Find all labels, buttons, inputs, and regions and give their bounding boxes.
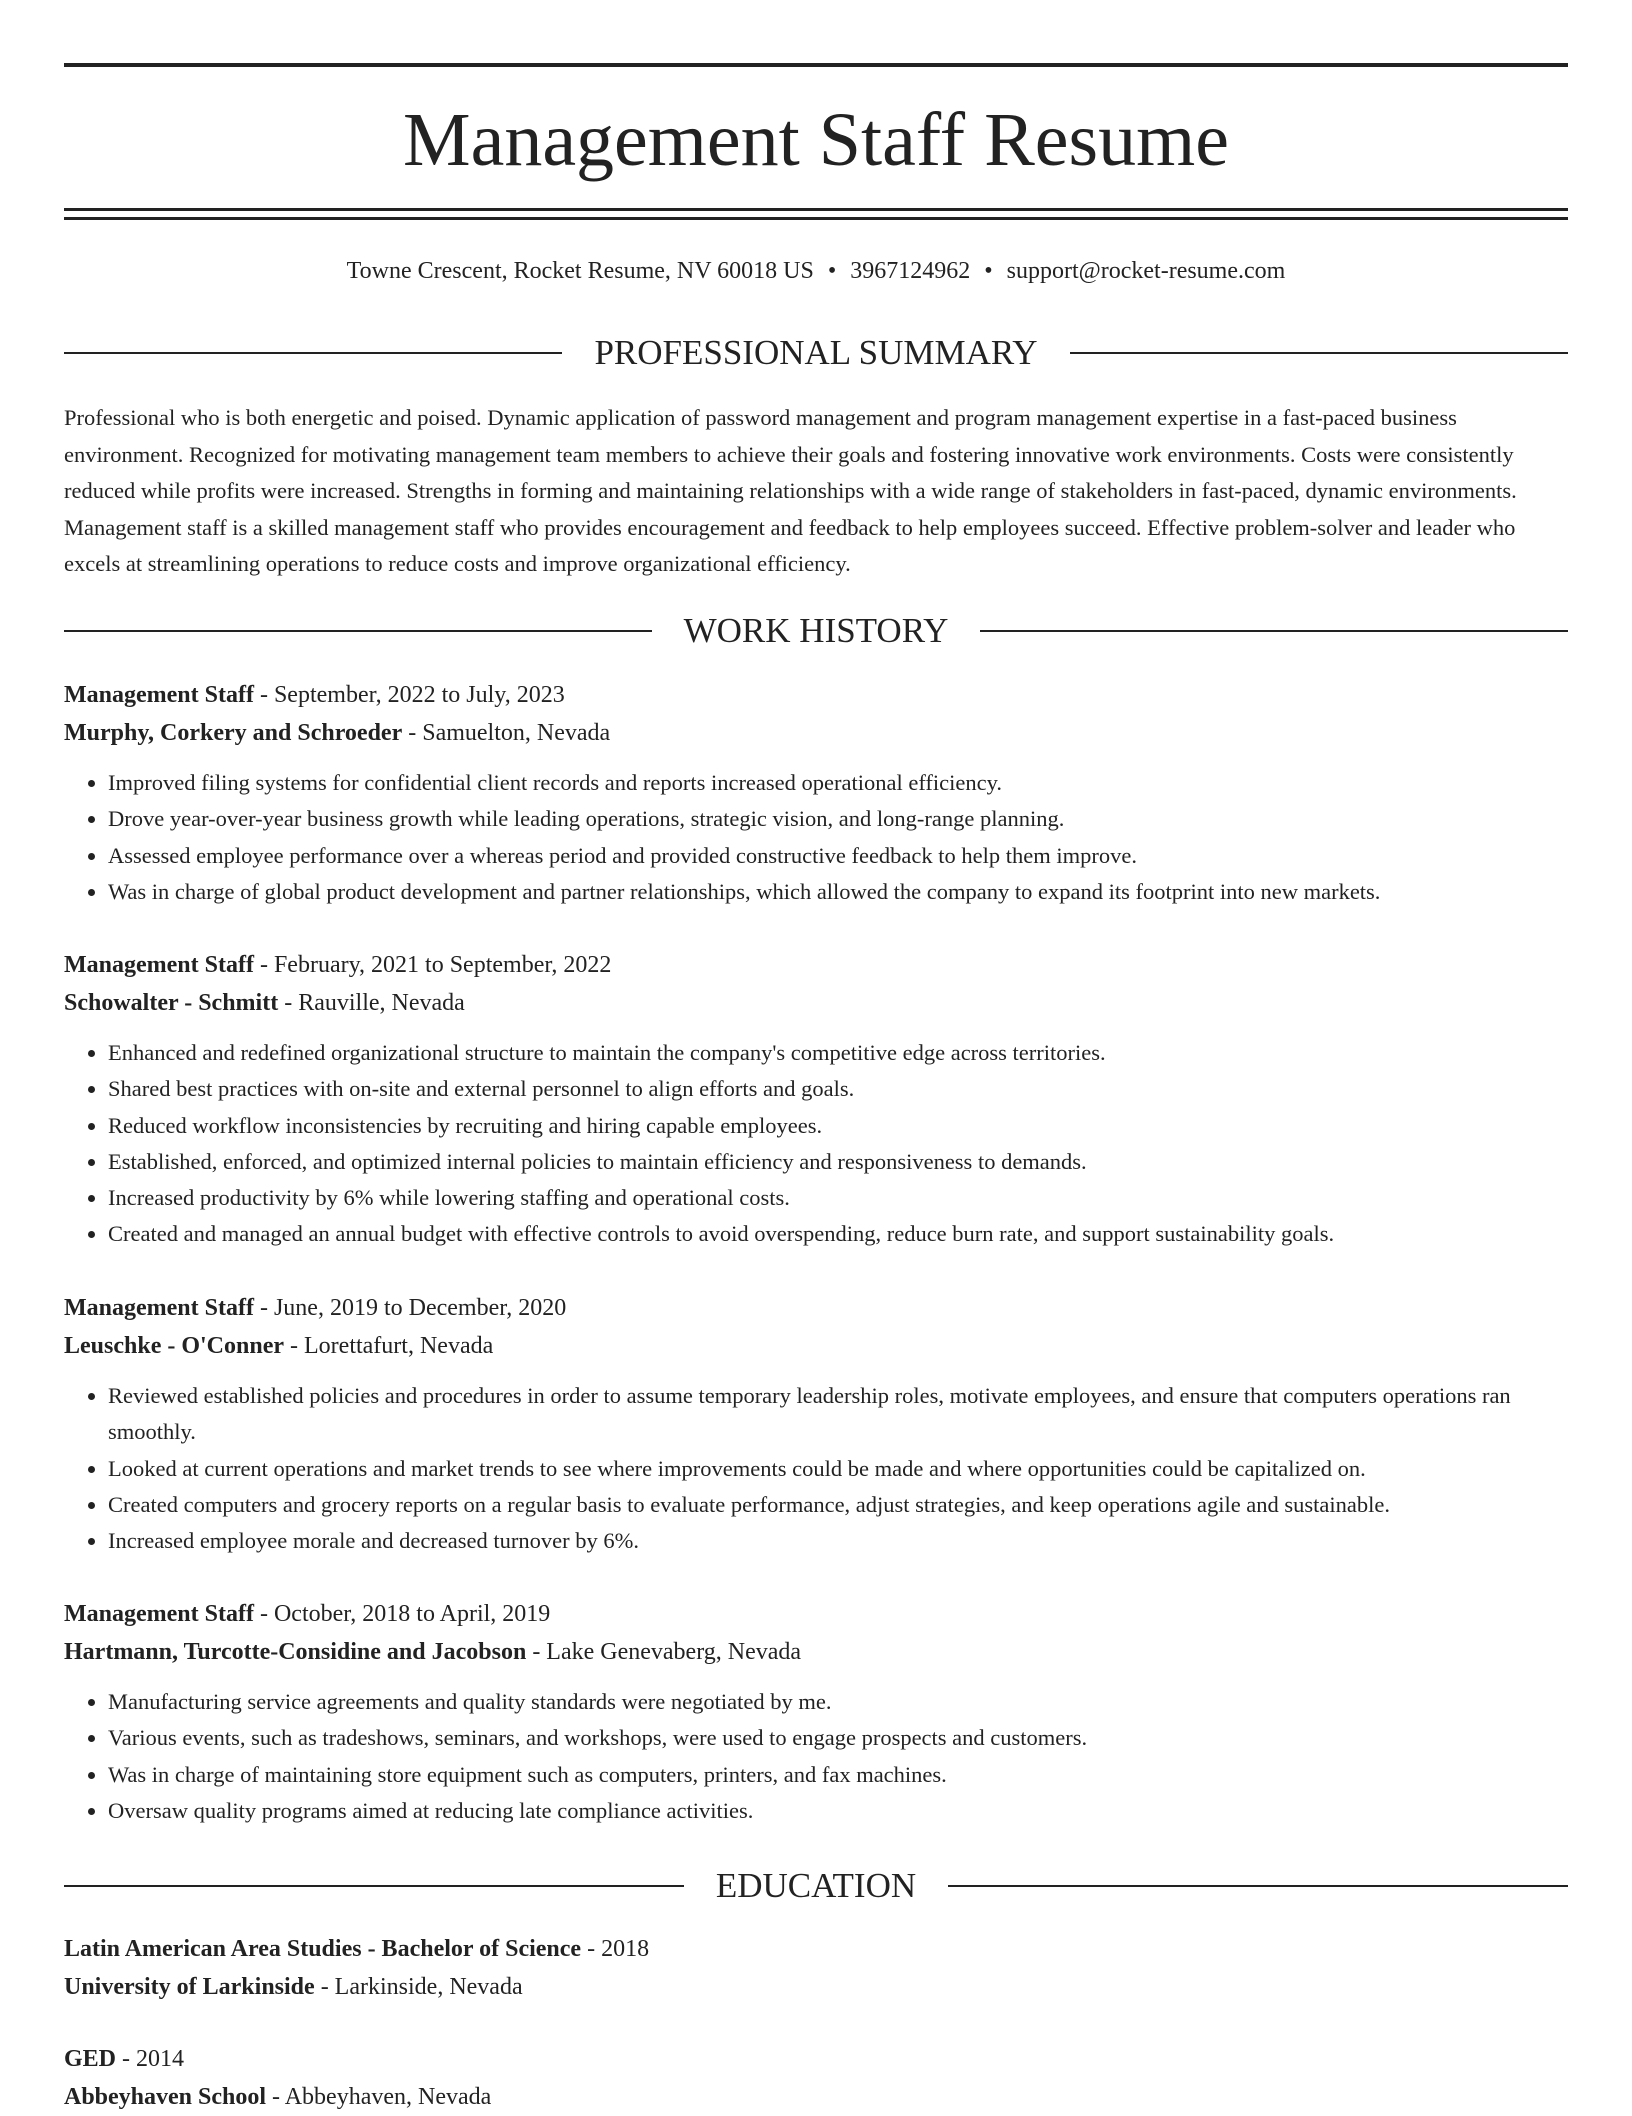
resume-title: Management Staff Resume <box>403 98 1229 182</box>
job-entry <box>64 946 1568 1253</box>
contact-line <box>64 254 1568 288</box>
job-bullets <box>64 765 1568 910</box>
section-heading-label: PROFESSIONAL SUMMARY <box>594 333 1038 372</box>
job-title-line <box>64 946 1568 984</box>
education-school-line <box>64 2078 1568 2116</box>
education-location: - Abbeyhaven, Nevada <box>266 2084 492 2110</box>
heading-rule-left <box>64 352 562 354</box>
education-school-line <box>64 1968 1568 2006</box>
education-year: - 2018 <box>581 1936 650 1962</box>
education-location: - Larkinside, Nevada <box>314 1974 523 2000</box>
job-entry <box>64 676 1568 910</box>
contact-phone: 3967124962 <box>850 258 971 284</box>
education-degree: GED <box>64 2046 117 2072</box>
heading-rule-right <box>948 1885 1568 1887</box>
job-dates: - February, 2021 to September, 2022 <box>253 952 612 978</box>
contact-separator: • <box>984 258 993 284</box>
section-heading-label: WORK HISTORY <box>683 611 949 650</box>
job-title: Management Staff <box>64 682 254 708</box>
job-bullet: • Assessed employee performance over a whereas period and provided constructive feedback to help them improve. <box>108 838 1568 874</box>
job-bullet: • Increased productivity by 6% while lowering staffing and operational costs. <box>108 1180 1568 1216</box>
job-company: Hartmann, Turcotte-Considine and Jacobson <box>64 1639 527 1665</box>
education-degree: Latin American Area Studies - Bachelor of Science <box>64 1936 582 1962</box>
job-dates: - September, 2022 to July, 2023 <box>253 682 565 708</box>
job-title-line <box>64 676 1568 714</box>
job-title-line <box>64 1595 1568 1633</box>
heading-rule-left <box>64 1885 684 1887</box>
job-bullet: • Increased employee morale and decreased turnover by 6%. <box>108 1523 1568 1559</box>
summary-text: Professional who is both energetic and poised. Dynamic application of password management and program management expertise in a fast-paced business environment. Recognized for motivating management team members to achieve their goals and fostering innovative work environments. Costs were consistently reduced while profits were increased. Strengths in forming and maintaining relationships with a wide range of stakeholders in fast-paced, dynamic environments. Management staff is a skilled management staff who provides encouragement and feedback to help employees succeed. Effective problem-solver and leader who excels at streamlining operations to reduce costs and improve organizational efficiency. <box>64 405 1517 576</box>
job-bullets <box>64 1684 1568 1829</box>
top-rule <box>64 63 1568 67</box>
contact-address: Towne Crescent, Rocket Resume, NV 60018 US <box>346 258 814 284</box>
job-bullet: • Reduced workflow inconsistencies by recruiting and hiring capable employees. <box>108 1108 1568 1144</box>
heading-rule-right <box>1070 352 1568 354</box>
job-bullet: • Improved filing systems for confidential client records and reports increased operational efficiency. <box>108 765 1568 801</box>
job-bullet: • Shared best practices with on-site and external personnel to align efforts and goals. <box>108 1071 1568 1107</box>
education-entry <box>64 2040 1568 2116</box>
job-location: - Samuelton, Nevada <box>402 720 611 746</box>
education-degree-line <box>64 2040 1568 2078</box>
job-bullet: • Manufacturing service agreements and quality standards were negotiated by me. <box>108 1684 1568 1720</box>
education-school: Abbeyhaven School <box>64 2084 267 2110</box>
job-entry <box>64 1595 1568 1829</box>
job-company-line <box>64 984 1568 1022</box>
section-heading-summary <box>64 331 1568 375</box>
job-bullet: • Was in charge of maintaining store equipment such as computers, printers, and fax machines. <box>108 1757 1568 1793</box>
job-bullet: • Enhanced and redefined organizational structure to maintain the company's competitive edge across territories. <box>108 1035 1568 1071</box>
contact-separator: • <box>827 258 837 284</box>
job-entry <box>64 1289 1568 1559</box>
section-heading-label: EDUCATION <box>715 1866 917 1905</box>
job-bullets <box>64 1378 1568 1559</box>
job-company: Leuschke - O'Conner <box>64 1333 285 1359</box>
heading-rule-right <box>980 630 1568 632</box>
title-double-rule <box>64 208 1568 220</box>
contact-email: support@rocket-resume.com <box>1006 258 1286 284</box>
job-title: Management Staff <box>64 1601 254 1627</box>
job-bullet: • Created and managed an annual budget with effective controls to avoid overspending, reduce burn rate, and support sustainability goals. <box>108 1216 1568 1252</box>
job-company: Schowalter - Schmitt <box>64 990 279 1016</box>
job-bullet: • Oversaw quality programs aimed at reducing late compliance activities. <box>108 1793 1568 1829</box>
section-heading-education <box>64 1864 1568 1908</box>
job-bullet: • Established, enforced, and optimized internal policies to maintain efficiency and responsiveness to demands. <box>108 1144 1568 1180</box>
education-degree-line <box>64 1930 1568 1968</box>
job-company-line <box>64 1327 1568 1365</box>
job-bullet: • Various events, such as tradeshows, seminars, and workshops, were used to engage prospects and customers. <box>108 1720 1568 1756</box>
heading-rule-left <box>64 630 652 632</box>
job-company-line <box>64 714 1568 752</box>
job-company-line <box>64 1633 1568 1671</box>
job-title: Management Staff <box>64 952 254 978</box>
job-bullets <box>64 1035 1568 1253</box>
job-dates: - October, 2018 to April, 2019 <box>253 1601 551 1627</box>
job-location: - Lake Genevaberg, Nevada <box>526 1639 802 1665</box>
job-bullet: • Created computers and grocery reports on a regular basis to evaluate performance, adjust strategies, and keep operations agile and sustainable. <box>108 1487 1568 1523</box>
job-title-line <box>64 1289 1568 1327</box>
job-company: Murphy, Corkery and Schroeder <box>64 720 403 746</box>
job-dates: - June, 2019 to December, 2020 <box>253 1295 567 1321</box>
job-location: - Rauville, Nevada <box>278 990 465 1016</box>
job-location: - Lorettafurt, Nevada <box>284 1333 494 1359</box>
job-bullet: • Was in charge of global product development and partner relationships, which allowed the company to expand its footprint into new markets. <box>108 874 1568 910</box>
education-school: University of Larkinside <box>64 1974 315 2000</box>
job-bullet: • Looked at current operations and market trends to see where improvements could be made and where opportunities could be capitalized on. <box>108 1451 1568 1487</box>
education-entry <box>64 1930 1568 2006</box>
job-bullet: • Reviewed established policies and procedures in order to assume temporary leadership roles, motivate employees, and ensure that computers operations ran smoothly. <box>108 1378 1568 1451</box>
job-title: Management Staff <box>64 1295 254 1321</box>
job-bullet: • Drove year-over-year business growth while leading operations, strategic vision, and long-range planning. <box>108 801 1568 837</box>
section-heading-work-history <box>64 609 1568 653</box>
education-year: - 2014 <box>116 2046 185 2072</box>
